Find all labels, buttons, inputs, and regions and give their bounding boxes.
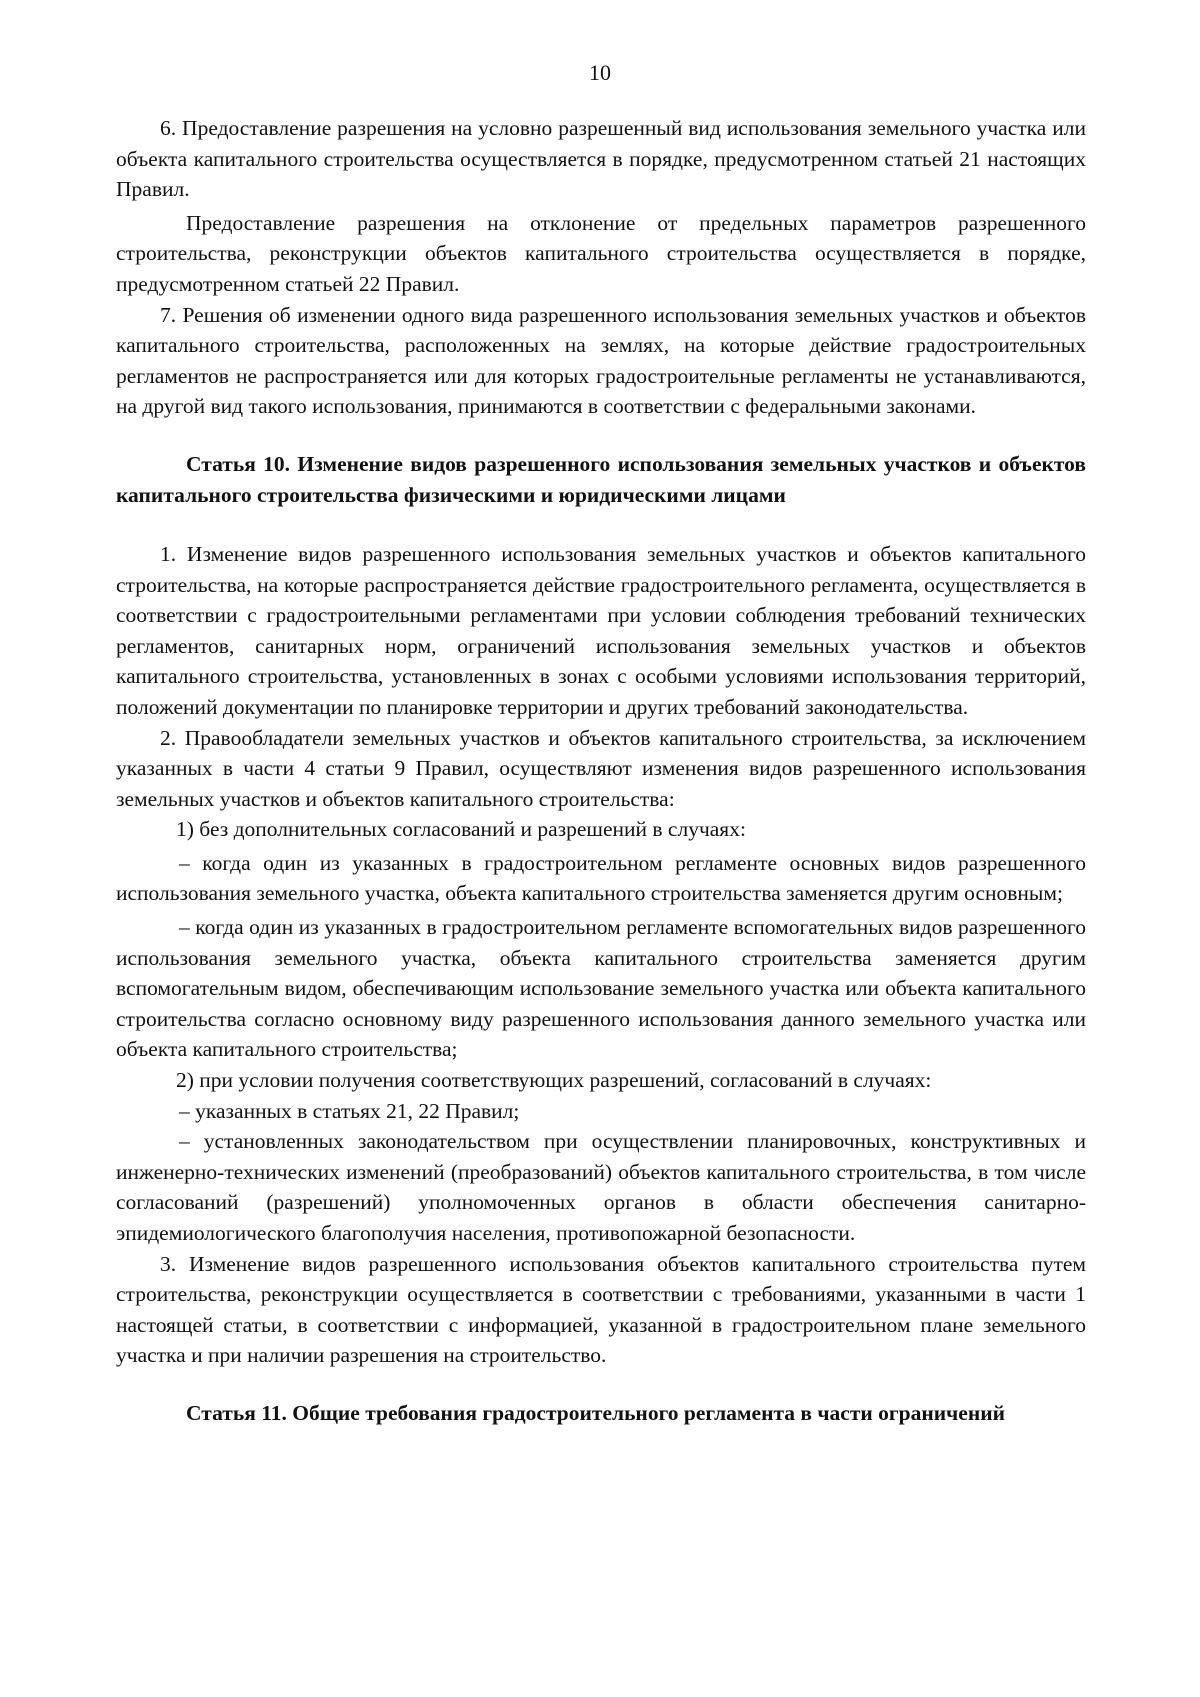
paragraph-deviation-permit: Предоставление разрешения на отклонение от предельных параметров разрешенного строительства, реконструкции объектов капитального строительства осуществляется в порядке, предусмотренном статьей 22 Правил.	[116, 210, 1086, 296]
article-10-dash-item: – когда один из указанных в градостроительном регламенте вспомогательных видов разрешенного использования земельного участка, объекта капитального строительства заменяется другим вспомогательным видом, обеспечивающим использование земельного участка или объекта капитального строительства согласно основному виду разрешенного использования данного земельного участка или объекта капитального строительства;	[116, 915, 1086, 1062]
article-10-dash-item: – когда один из указанных в градостроительном регламенте основных видов разрешенного использования земельного участка, объекта капитального строительства заменяется другим основным;	[116, 850, 1086, 906]
paragraph-item-6: 6. Предоставление разрешения на условно разрешенный вид использования земельного участка или объекта капитального строительства осуществляется в порядке, предусмотренном статьей 21 настоящих Правил.	[116, 116, 1086, 202]
article-10-item-3: 3. Изменение видов разрешенного использования объектов капитального строительства путем строительства, реконструкции осуществляется в соответствии с требованиями, указанными в части 1 настоящей статьи, в соответствии с информацией, указанной в градостроительном плане земельного участка и при наличии разрешения на строительство.	[116, 1251, 1086, 1368]
article-10-item-1: 1. Изменение видов разрешенного использования земельных участков и объектов капитального строительства, на которые распространяется действие градостроительного регламента, осуществляется в соответствии с градостроительными регламентами при условии соблюдения требований технических регламентов, санитарных норм, ограничений использования земельных участков и объектов капитального строительства, установленных в зонах с особыми условиями использования территорий, положений документации по планировке территории и других требований законодательства.	[116, 541, 1086, 719]
article-10-subitem-1: 1) без дополнительных согласований и разрешений в случаях:	[176, 817, 746, 842]
page-number: 10	[589, 60, 611, 85]
article-10-subitem-2: 2) при условии получения соответствующих разрешений, согласований в случаях:	[176, 1068, 932, 1093]
article-11-heading: Статья 11. Общие требования градостроительного регламента в части ограничений	[186, 1400, 1005, 1425]
article-10-dash-item: – указанных в статьях 21, 22 Правил;	[179, 1098, 520, 1123]
document-body	[116, 113, 1086, 1429]
article-10-dash-item: – установленных законодательством при осуществлении планировочных, конструктивных и инженерно-технических изменений (преобразований) объектов капитального строительства, в том числе согласований (разрешений) уполномоченных органов в области обеспечения санитарно-эпидемиологического благополучия населения, противопожарной безопасности.	[116, 1129, 1086, 1245]
article-10-item-2: 2. Правообладатели земельных участков и объектов капитального строительства, за исключением указанных в части 4 статьи 9 Правил, осуществляют изменения видов разрешенного использования земельных участков и объектов капитального строительства:	[116, 725, 1086, 811]
paragraph-item-7: 7. Решения об изменении одного вида разрешенного использования земельных участков и объектов капитального строительства, расположенных на землях, на которые действие градостроительных регламентов не распространяется или для которых градостроительные регламенты не устанавливаются, на другой вид такого использования, принимаются в соответствии с федеральными законами.	[116, 302, 1086, 419]
article-10-heading: Статья 10. Изменение видов разрешенного использования земельных участков и объектов капитального строительства физическими и юридическими лицами	[116, 451, 1086, 507]
